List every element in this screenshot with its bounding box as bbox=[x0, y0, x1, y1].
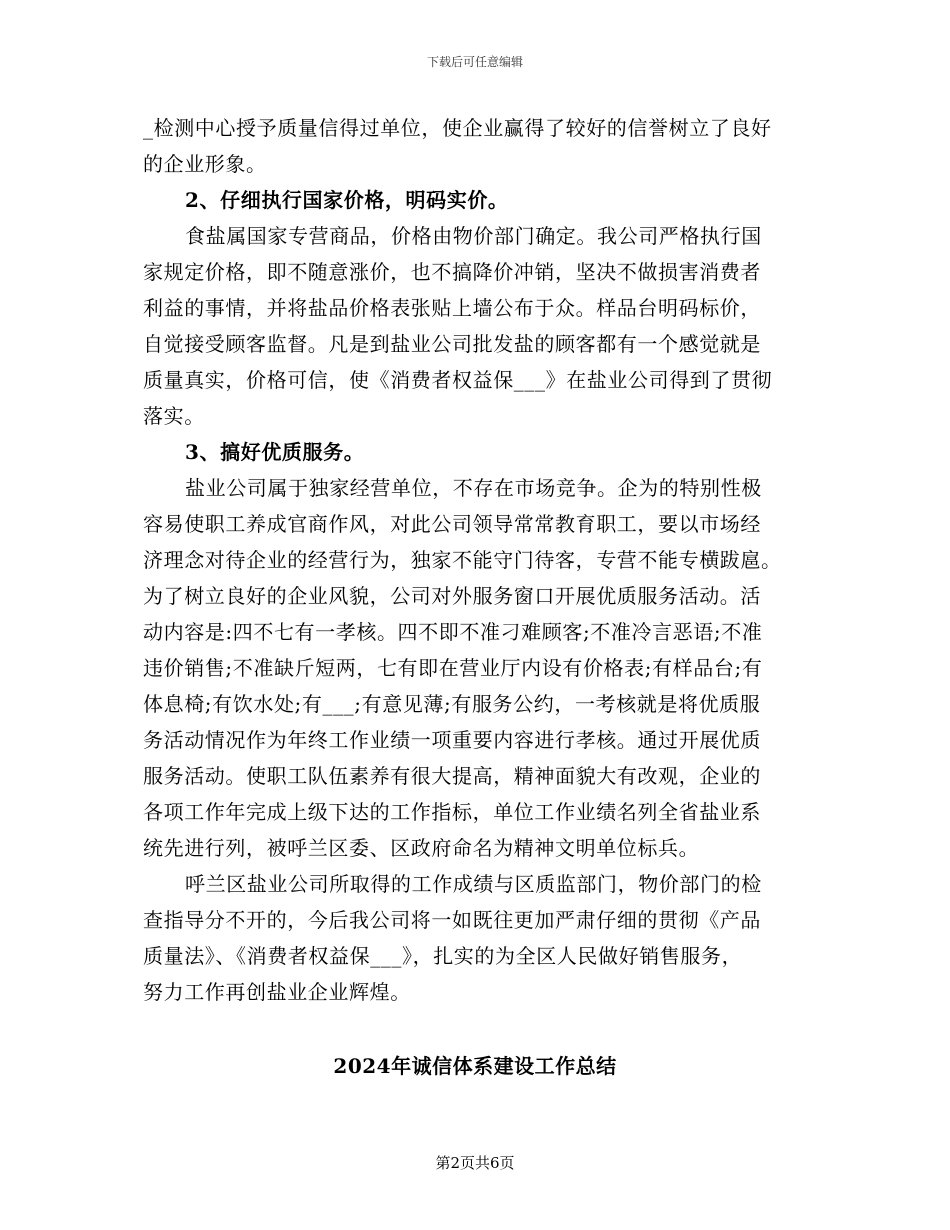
text-line: 的企业形象。 bbox=[143, 152, 267, 176]
text-line: 服务活动。使职工队伍素养有很大提高，精神面貌大有改观，企业的 bbox=[143, 764, 761, 788]
text-line: 家规定价格，即不随意涨价，也不搞降价冲销，坚决不做损害消费者 bbox=[143, 260, 761, 284]
text-line: 查指导分不开的，今后我公司将一如既往更加严肃仔细的贯彻《产品 bbox=[143, 908, 761, 932]
text-line: 质量法》、《消费者权益保___》，扎实的为全区人民做好销售服务， bbox=[143, 944, 743, 968]
text-line: 济理念对待企业的经营行为，独家不能守门待客，专营不能专横跋扈。 bbox=[143, 548, 782, 572]
text-line: 务活动情况作为年终工作业绩一项重要内容进行孝核。通过开展优质 bbox=[143, 728, 761, 752]
text-line: 容易使职工养成官商作风，对此公司领导常常教育职工，要以市场经 bbox=[143, 512, 761, 536]
text-line: 呼兰区盐业公司所取得的工作成绩与区质监部门，物价部门的检 bbox=[185, 872, 762, 896]
document-title: 2024年诚信体系建设工作总结 bbox=[333, 1054, 617, 1078]
text-line: 体息椅;有饮水处;有___;有意见薄;有服务公约，一考核就是将优质服 bbox=[143, 692, 761, 716]
text-line: 统先进行列，被呼兰区委、区政府命名为精神文明单位标兵。 bbox=[143, 836, 700, 860]
text-line: 盐业公司属于独家经营单位，不存在市场竞争。企为的特别性极 bbox=[185, 476, 762, 500]
section-heading: 2、仔细执行国家价格，明码实价。 bbox=[185, 188, 509, 212]
page-number: 第2页共6页 bbox=[435, 1154, 515, 1172]
document-body bbox=[143, 110, 807, 1010]
text-line: 落实。 bbox=[143, 404, 205, 428]
page-header: 下载后可任意编辑 bbox=[426, 55, 523, 69]
text-line: 食盐属国家专营商品，价格由物价部门确定。我公司严格执行国 bbox=[185, 224, 762, 248]
section-heading: 3、搞好优质服务。 bbox=[185, 440, 365, 464]
text-line: 为了树立良好的企业风貌，公司对外服务窗口开展优质服务活动。活 bbox=[143, 584, 761, 608]
text-line: 质量真实，价格可信，使《消费者权益保___》在盐业公司得到了贯彻 bbox=[143, 368, 773, 392]
text-line: 自觉接受顾客监督。凡是到盐业公司批发盐的顾客都有一个感觉就是 bbox=[143, 332, 761, 356]
text-line: 各项工作年完成上级下达的工作指标，单位工作业绩名列全省盐业系 bbox=[143, 800, 761, 824]
text-line: 动内容是:四不七有一孝核。四不即不准刁难顾客;不准冷言恶语;不准 bbox=[143, 620, 763, 644]
text-line: _检测中心授予质量信得过单位，使企业赢得了较好的信誉树立了良好 bbox=[143, 116, 772, 140]
text-line: 努力工作再创盐业企业辉煌。 bbox=[143, 980, 411, 1004]
text-line: 违价销售;不准缺斤短两，七有即在营业厅内设有价格表;有样品台;有 bbox=[143, 656, 763, 680]
text-line: 利益的事情，并将盐品价格表张贴上墙公布于众。样品台明码标价， bbox=[143, 296, 761, 320]
